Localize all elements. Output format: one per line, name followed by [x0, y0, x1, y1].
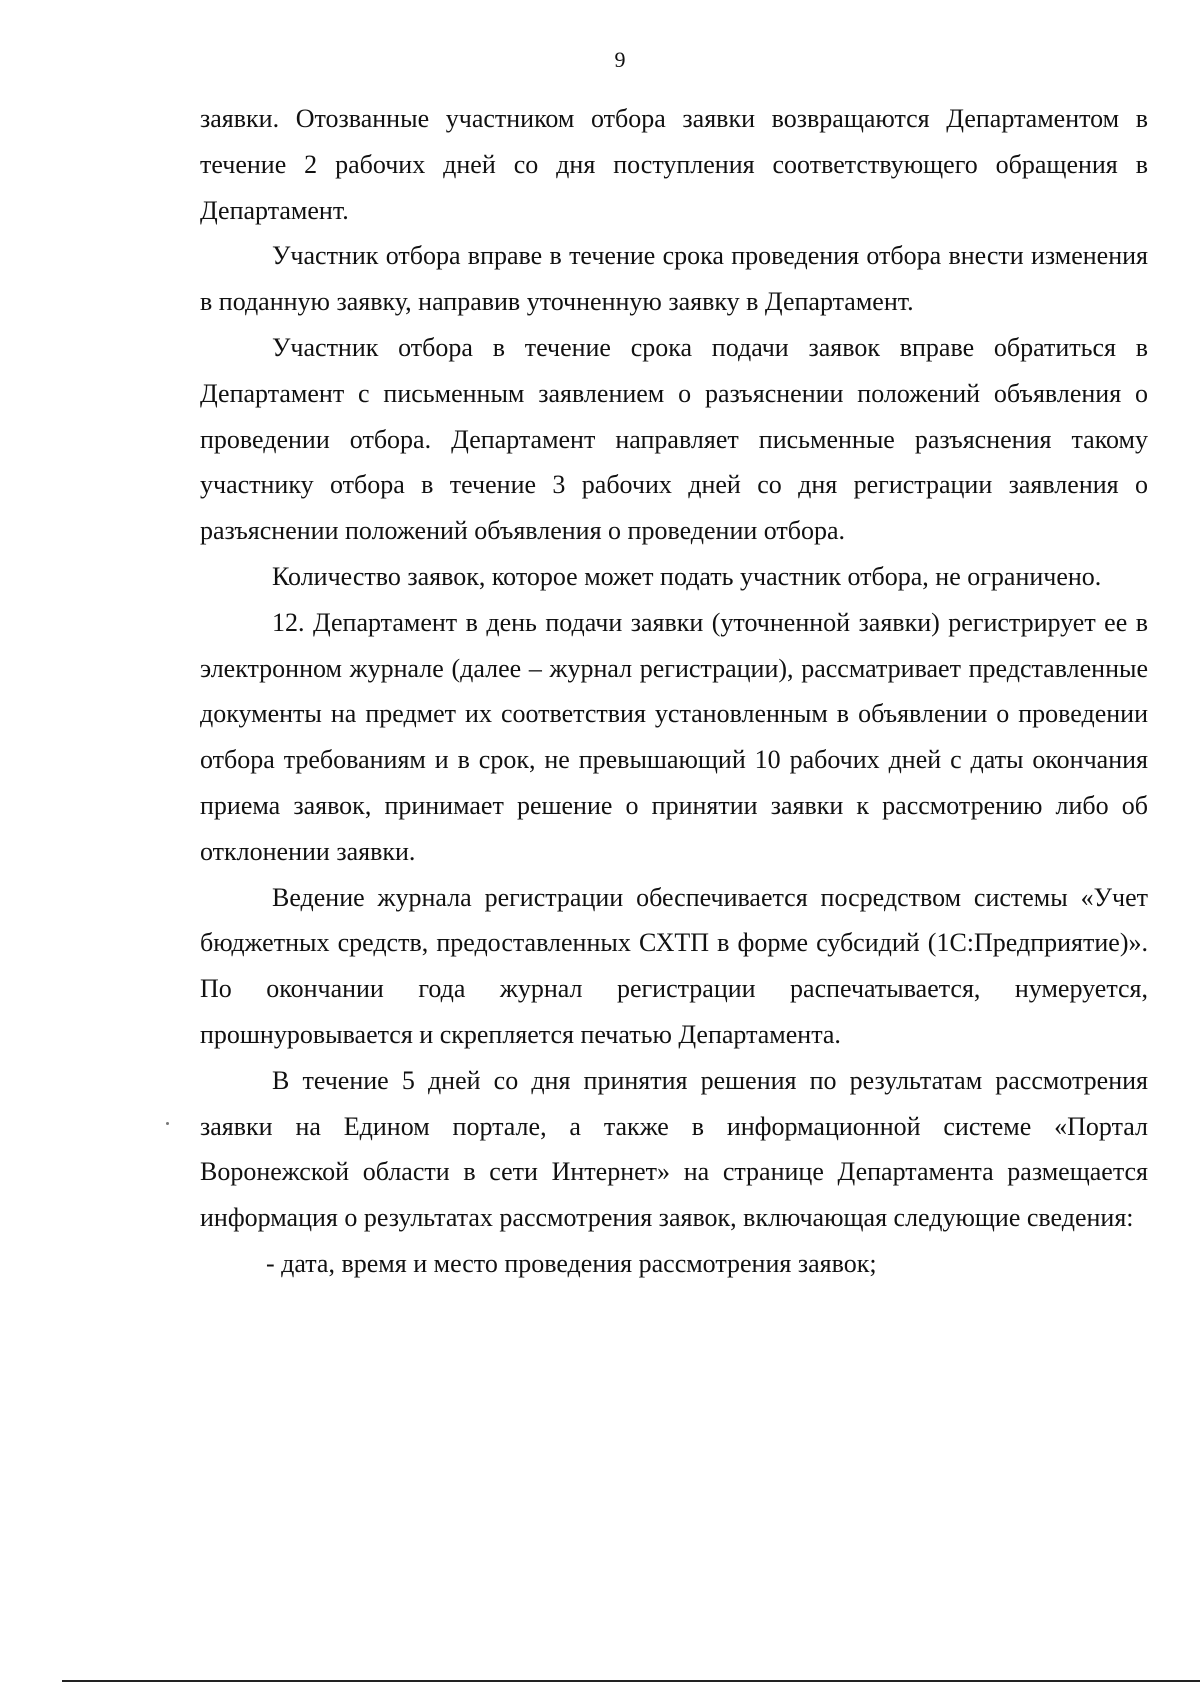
paragraph-7: В течение 5 дней со дня принятия решения по результатам рассмотрения заявки на Едином портале, а также в информационной системе «Портал Воронежской области в сети Интернет» на странице Департамента размещается информация о результатах рассмотрения заявок, включающая следующие сведения:	[200, 1065, 1148, 1233]
paragraph-5: 12. Департамент в день подачи заявки (уточненной заявки) регистрирует ее в электронном журнале (далее – журнал регистрации), рассматривает представленные документы на предмет их соответствия установленным в объявлении о проведении отбора требованиям и в срок, не превышающий 10 рабочих дней с даты окончания приема заявок, принимает решение о принятии заявки к рассмотрению либо об отклонении заявки.	[200, 607, 1148, 866]
paragraph-6: Ведение журнала регистрации обеспечивается посредством системы «Учет бюджетных средств, предоставленных СХТП в форме субсидий (1С:Предприятие)». По окончании года журнал регистрации распечатывается, нумеруется, прошнуровывается и скрепляется печатью Департамента.	[200, 882, 1148, 1049]
paragraph-4: Количество заявок, которое может подать участник отбора, не ограничено.	[272, 561, 1102, 591]
paragraph-2: Участник отбора вправе в течение срока проведения отбора внести изменения в поданную заявку, направив уточненную заявку в Департамент.	[200, 241, 1148, 317]
bottom-rule	[62, 1680, 1200, 1682]
paragraph-1: заявки. Отозванные участником отбора заявки возвращаются Департаментом в течение 2 рабочих дней со дня поступления соответствующего обращения в Департамент.	[200, 104, 1148, 225]
document-body	[200, 96, 1148, 1287]
scan-speck	[166, 1122, 169, 1125]
paragraph-3: Участник отбора в течение срока подачи заявок вправе обратиться в Департамент с письменным заявлением о разъяснении положений объявления о проведении отбора. Департамент направляет письменные разъяснения такому участнику отбора в течение 3 рабочих дней со дня регистрации заявления о разъяснении положений объявления о проведении отбора.	[200, 332, 1148, 546]
list-item: - дата, время и место проведения рассмотрения заявок;	[266, 1248, 877, 1278]
page-number: 9	[614, 47, 626, 72]
